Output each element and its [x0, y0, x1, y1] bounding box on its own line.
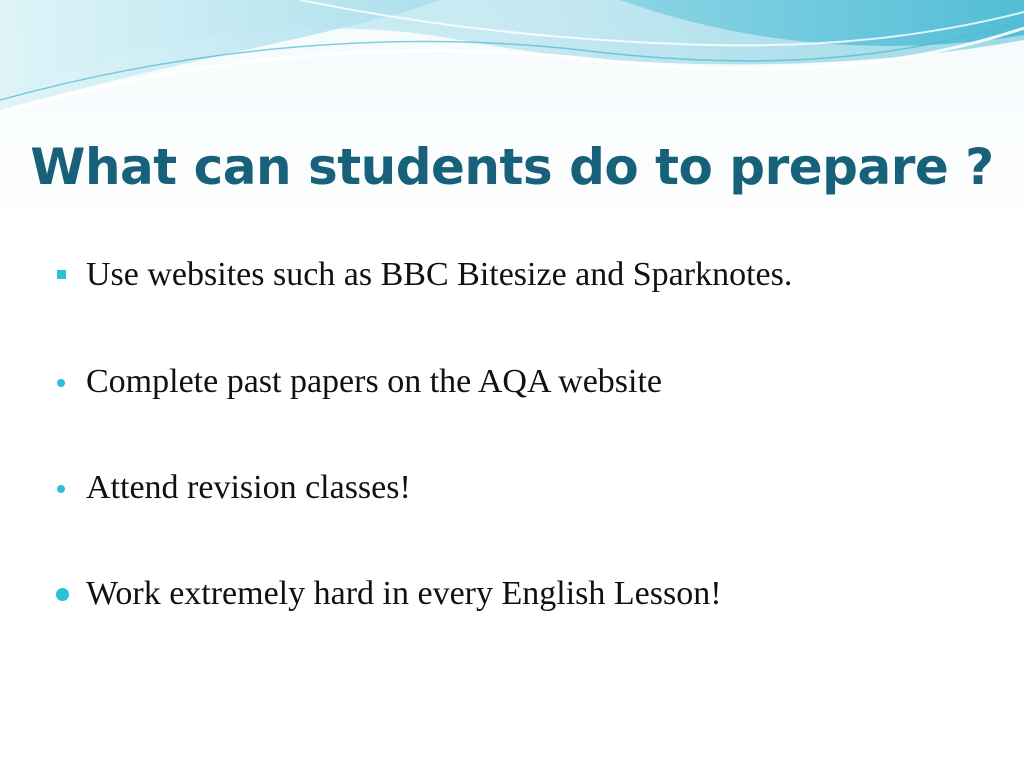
dot-bullet-icon	[52, 362, 82, 402]
square-bullet-icon	[52, 255, 82, 295]
bullet-text: Attend revision classes!	[86, 469, 411, 506]
list-item	[52, 574, 992, 624]
bullet-text: Use websites such as BBC Bitesize and Sparknotes.	[86, 256, 793, 293]
list-item	[52, 468, 992, 518]
list-item	[52, 362, 992, 412]
bullet-text: Complete past papers on the AQA website	[86, 363, 663, 400]
list-item	[52, 255, 992, 305]
slide-title: What can students do to prepare ?	[30, 138, 994, 196]
dot-bullet-icon	[52, 574, 82, 614]
dot-bullet-icon	[52, 468, 82, 508]
bullet-text: Work extremely hard in every English Lesson!	[86, 575, 722, 612]
